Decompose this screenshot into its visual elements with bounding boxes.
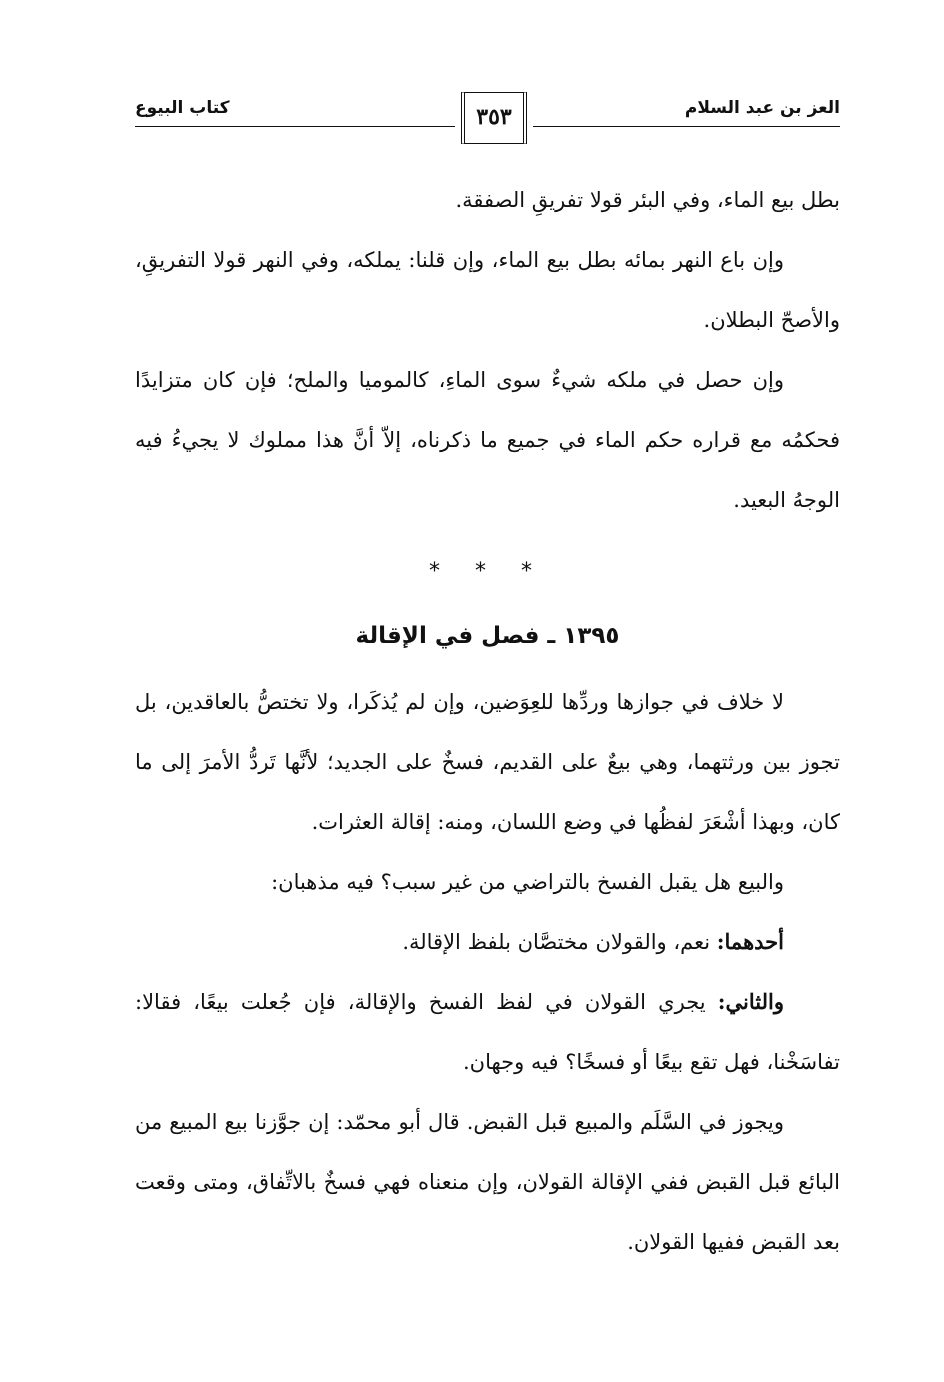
section-separator: * * *: [429, 559, 546, 584]
section-heading: ١٣٩٥ ـ فصل في الإقالة: [355, 623, 620, 649]
page-number-box: [455, 92, 533, 144]
page-body: [135, 170, 840, 1272]
paragraph-mutual-rescission: والبيع هل يقبل الفسخ بالتراضي من غير سبب؟ فيه مذهبان:: [271, 870, 784, 894]
paragraph-opinion-two: [135, 972, 840, 1092]
opinion-one-text: نعم، والقولان مختصَّان بلفظ الإقالة.: [402, 930, 717, 954]
paragraph-continuation: بطل بيع الماء، وفي البئر قولا تفريقِ الصفقة.: [455, 188, 840, 212]
paragraph-opinion-one: [135, 912, 840, 972]
opinion-two-lead: والثاني:: [717, 989, 784, 1014]
running-header: [135, 92, 840, 152]
paragraph-iqala-definition: لا خلاف في جوازها وردِّها للعِوَضين، وإن لم يُذكَرا، ولا تختصُّ بالعاقدين، بل تجوز بين ورثتهما، وهي بيعٌ على القديم، فسخٌ على الجديد؛ لأنَّها تَردُّ الأمرَ إلى ما كان، وبهذا أشْعَرَ لفظُها في وضع اللسان، ومنه: إقالة العثرات.: [135, 690, 840, 834]
header-book-title: كتاب البيوع: [135, 98, 230, 118]
paragraph-salam-sale: ويجوز في السَّلَم والمبيع قبل القبض. قال أبو محمّد: إن جوَّزنا بيع المبيع من البائع قبل القبض ففي الإقالة القولان، وإن منعناه فهي فسخٌ بالاتِّفاق، ومتى وقعت بعد القبض ففيها القولان.: [135, 1110, 840, 1254]
paragraph-mineral-property: وإن حصل في ملكه شيءٌ سوى الماءِ، كالموميا والملح؛ فإن كان متزايدًا فحكمُه مع قراره حكم الماء في جميع ما ذكرناه، إلاّ أنَّ هذا مملوك لا يجيءُ فيه الوجهُ البعيد.: [135, 368, 840, 512]
header-author-name: العز بن عبد السلام: [684, 98, 840, 118]
page-number: ٣٥٣: [476, 104, 512, 130]
paragraph-river-sale: وإن باع النهر بمائه بطل بيع الماء، وإن قلنا: يملكه، وفي النهر قولا التفريقِ، والأصحّ البطلان.: [135, 248, 840, 332]
opinion-two-text: يجري القولان في لفظ الفسخ والإقالة، فإن جُعلت بيعًا، فقالا: تفاسَخْنا، فهل تقع بيعًا أو فسخًا؟ فيه وجهان.: [135, 990, 840, 1074]
opinion-one-lead: أحدهما:: [716, 929, 784, 954]
